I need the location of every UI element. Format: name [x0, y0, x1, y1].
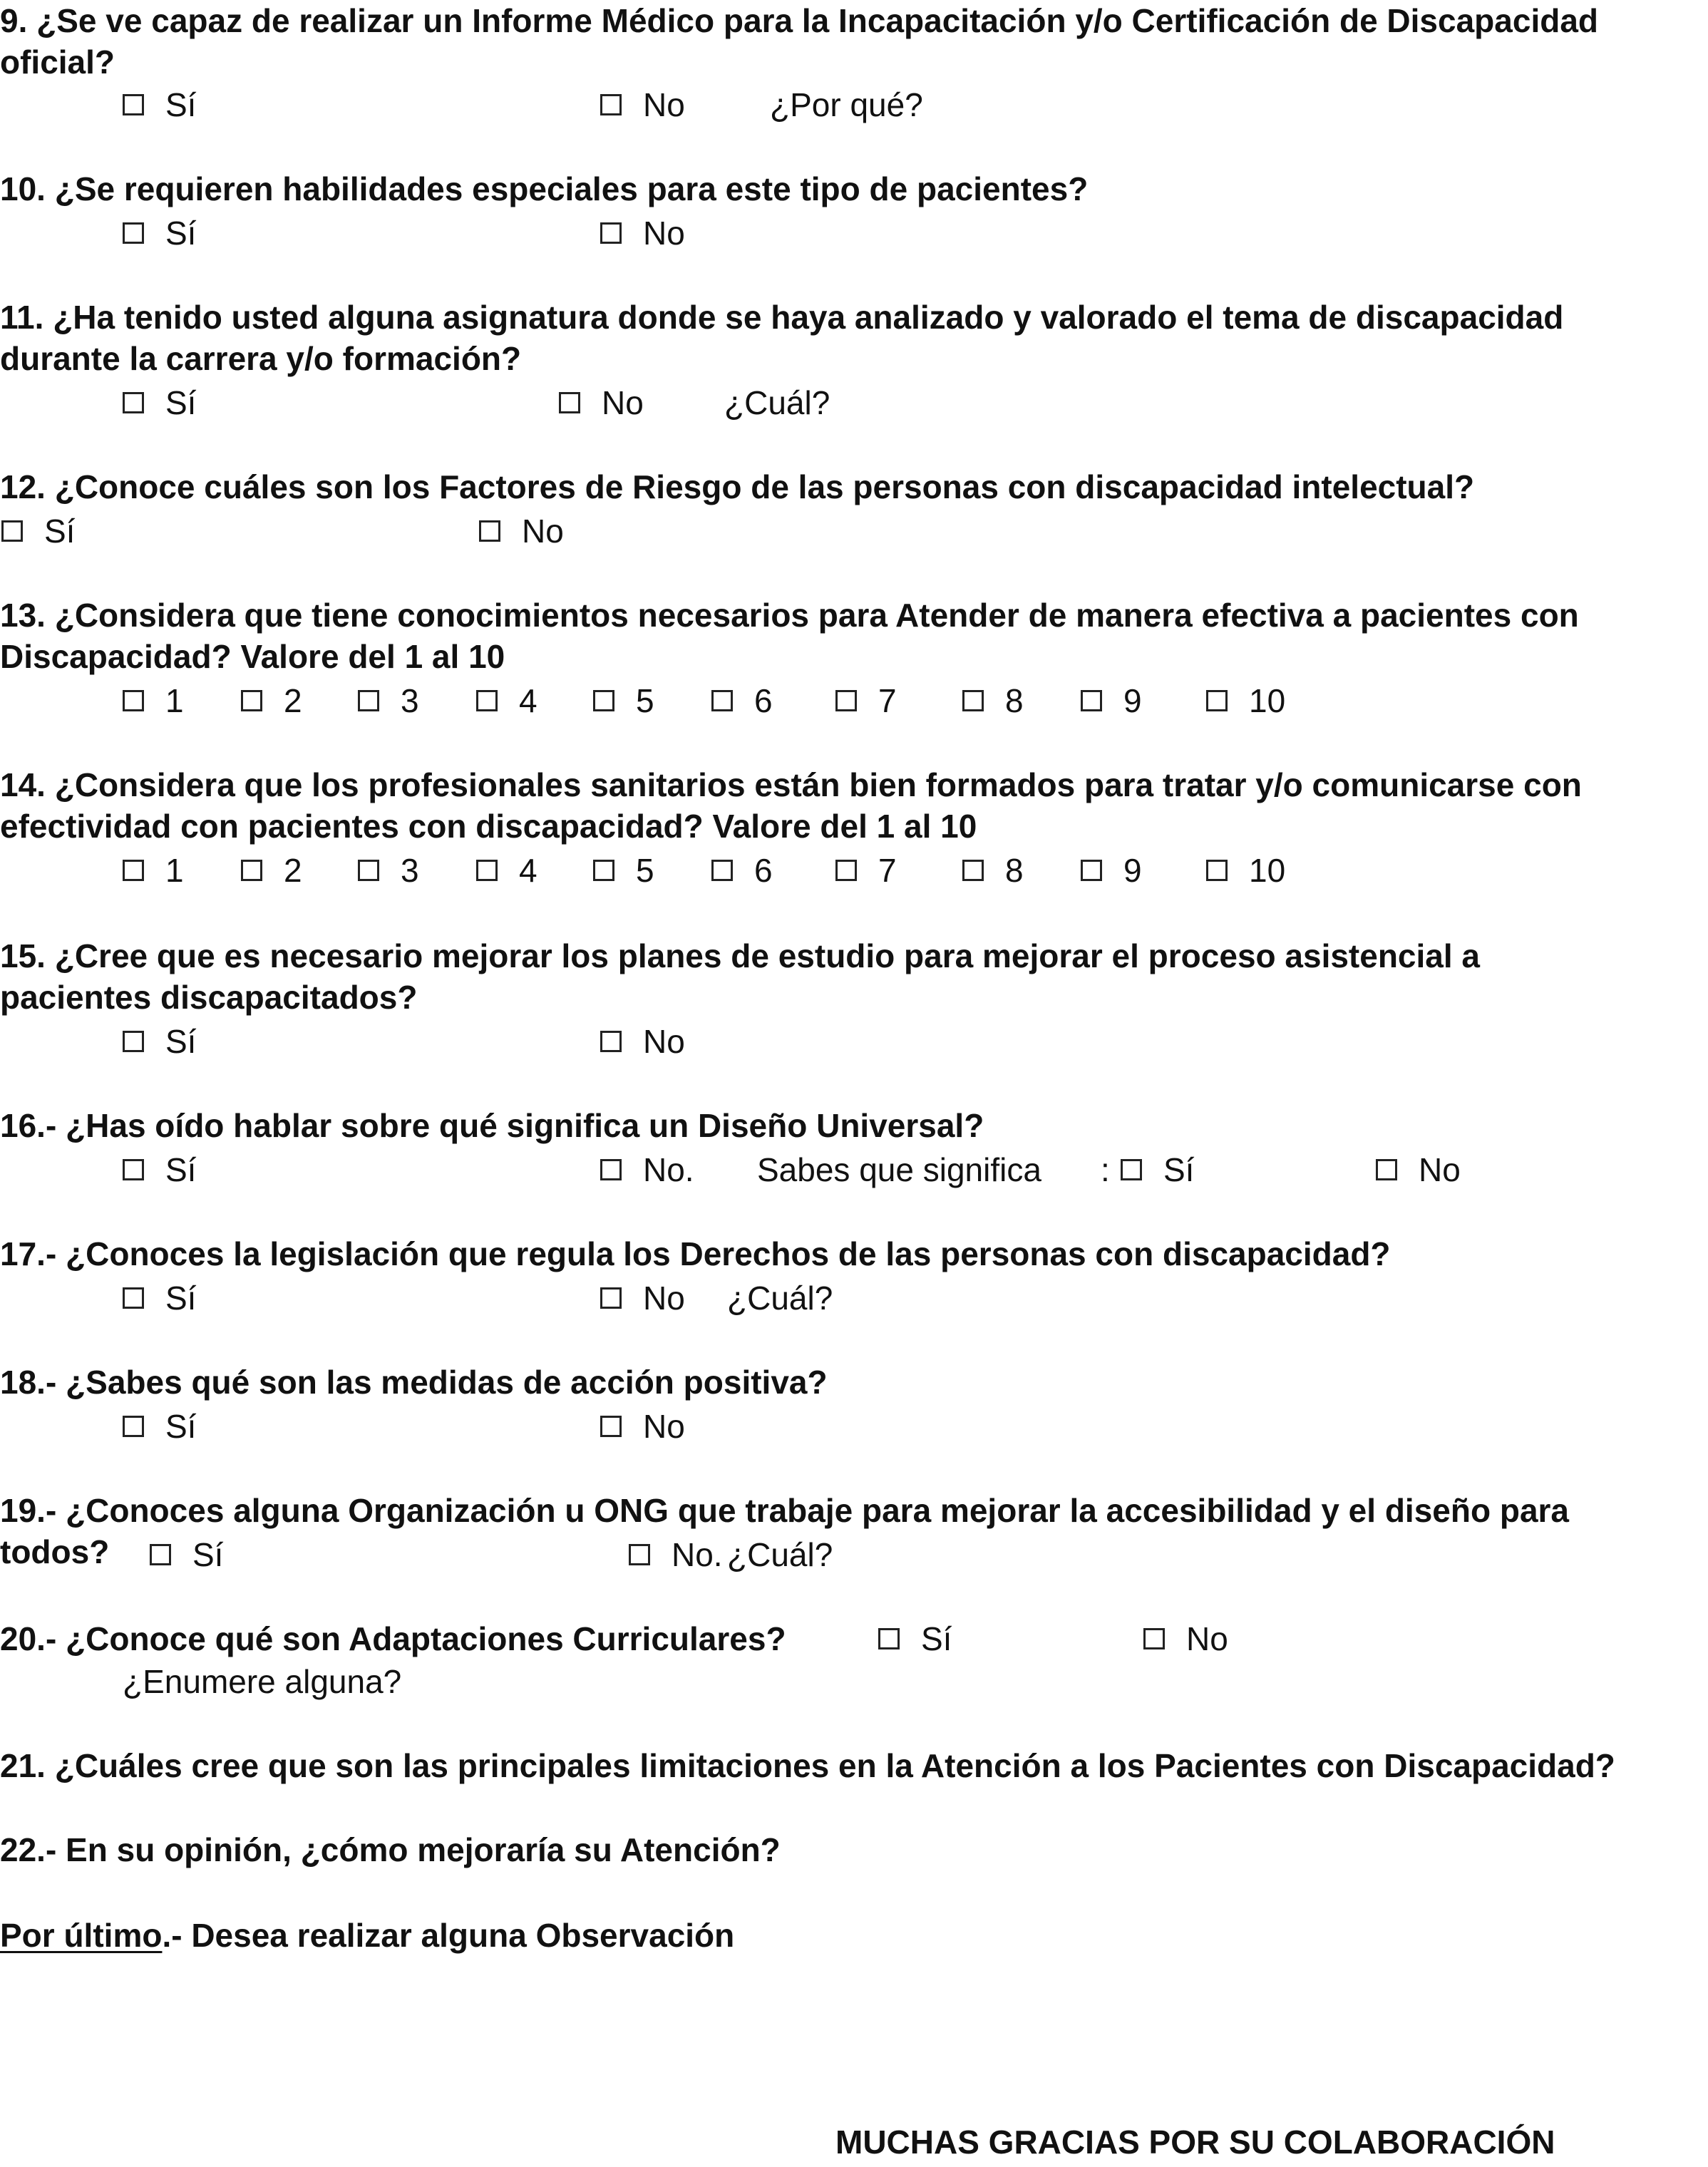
final-observation-rest: .- Desea realizar alguna Observación [162, 1917, 735, 1954]
q17-no-option[interactable]: No [600, 1277, 685, 1319]
q13-scale-4[interactable]: 4 [476, 680, 537, 721]
q15-yes-option[interactable]: Sí [123, 1021, 196, 1062]
checkbox-icon[interactable] [1081, 860, 1102, 881]
q18-no-option[interactable]: No [600, 1406, 685, 1447]
checkbox-icon[interactable] [1376, 1159, 1397, 1180]
checkbox-icon[interactable] [1206, 690, 1228, 711]
q14-scale-5[interactable]: 5 [593, 850, 654, 891]
checkbox-icon[interactable] [1206, 860, 1228, 881]
q16-sub-no-option[interactable]: No [1376, 1149, 1461, 1190]
checkbox-icon[interactable] [476, 690, 498, 711]
checkbox-icon[interactable] [600, 1287, 622, 1309]
checkbox-icon[interactable] [962, 690, 984, 711]
question-21: 21. ¿Cuáles cree que son las principales limitaciones en la Atención a los Pacientes con Discapacidad? [0, 1747, 1615, 1784]
question-10: 10. ¿Se requieren habilidades especiales para este tipo de pacientes? [0, 170, 1089, 207]
q13-scale-10[interactable]: 10 [1206, 680, 1285, 721]
checkbox-icon[interactable] [123, 222, 144, 244]
q17-which-label: ¿Cuál? [727, 1280, 833, 1317]
checkbox-icon[interactable] [123, 1031, 144, 1052]
checkbox-icon[interactable] [123, 1416, 144, 1437]
checkbox-icon[interactable] [629, 1544, 650, 1565]
q19-no-option[interactable]: No. [629, 1534, 723, 1575]
question-18: 18.- ¿Sabes qué son las medidas de acción positiva? [0, 1364, 828, 1401]
question-22: 22.- En su opinión, ¿cómo mejoraría su Atención? [0, 1831, 781, 1868]
q11-which-label: ¿Cuál? [724, 384, 830, 421]
checkbox-icon[interactable] [878, 1628, 900, 1649]
q16-sub-yes-option[interactable]: Sí [1121, 1149, 1194, 1190]
q13-scale-1[interactable]: 1 [123, 680, 184, 721]
thank-you-footer: MUCHAS GRACIAS POR SU COLABORACIÓN [835, 2124, 1555, 2161]
q20-no-option[interactable]: No [1143, 1618, 1228, 1659]
q9-yes-option[interactable]: Sí [123, 84, 196, 125]
checkbox-icon[interactable] [593, 860, 614, 881]
checkbox-icon[interactable] [711, 690, 733, 711]
checkbox-icon[interactable] [1121, 1159, 1142, 1180]
question-9-line1: 9. ¿Se ve capaz de realizar un Informe Médico para la Incapacitación y/o Certificación de Discapacidad [0, 2, 1599, 39]
checkbox-icon[interactable] [835, 690, 857, 711]
q14-scale-9[interactable]: 9 [1081, 850, 1142, 891]
checkbox-icon[interactable] [123, 690, 144, 711]
checkbox-icon[interactable] [962, 860, 984, 881]
q12-yes-option[interactable]: Sí [1, 510, 75, 552]
q11-no-option[interactable]: No [559, 382, 644, 423]
checkbox-icon[interactable] [593, 690, 614, 711]
q18-yes-option[interactable]: Sí [123, 1406, 196, 1447]
q13-scale-5[interactable]: 5 [593, 680, 654, 721]
checkbox-icon[interactable] [835, 860, 857, 881]
q16-no-option[interactable]: No. [600, 1149, 694, 1190]
q16-sabes-label: Sabes que significa [757, 1151, 1041, 1188]
checkbox-icon[interactable] [123, 94, 144, 115]
checkbox-icon[interactable] [711, 860, 733, 881]
checkbox-icon[interactable] [123, 392, 144, 413]
checkbox-icon[interactable] [600, 1031, 622, 1052]
question-12: 12. ¿Conoce cuáles son los Factores de Riesgo de las personas con discapacidad intelectual? [0, 468, 1475, 505]
q14-scale-2[interactable]: 2 [241, 850, 302, 891]
q14-scale-4[interactable]: 4 [476, 850, 537, 891]
question-13: 13. ¿Considera que tiene conocimientos necesarios para Atender de manera efectiva a pacientes con Discapacidad? Valore del 1 al 10 [0, 597, 1579, 675]
q20-enumere-label: ¿Enumere alguna? [123, 1663, 402, 1700]
question-20: 20.- ¿Conoce qué son Adaptaciones Curriculares? [0, 1620, 786, 1657]
q13-scale-8[interactable]: 8 [962, 680, 1024, 721]
checkbox-icon[interactable] [476, 860, 498, 881]
question-17: 17.- ¿Conoces la legislación que regula los Derechos de las personas con discapacidad? [0, 1235, 1391, 1272]
question-9 [0, 0, 1708, 83]
q16-yes-option[interactable]: Sí [123, 1149, 196, 1190]
checkbox-icon[interactable] [479, 520, 500, 542]
q13-scale-6[interactable]: 6 [711, 680, 773, 721]
question-19: 19.- ¿Conoces alguna Organización u ONG que trabaje para mejorar la accesibilidad y el diseño para todos? [0, 1492, 1570, 1570]
checkbox-icon[interactable] [559, 392, 580, 413]
q10-yes-option[interactable]: Sí [123, 212, 196, 254]
checkbox-icon[interactable] [1081, 690, 1102, 711]
q15-no-option[interactable]: No [600, 1021, 685, 1062]
checkbox-icon[interactable] [1, 520, 23, 542]
q19-yes-option[interactable]: Sí [150, 1534, 223, 1575]
q12-no-option[interactable]: No [479, 510, 564, 552]
q14-scale-3[interactable]: 3 [358, 850, 419, 891]
question-11: 11. ¿Ha tenido usted alguna asignatura donde se haya analizado y valorado el tema de discapacidad durante la carrera y/o formación? [0, 299, 1564, 377]
q10-no-option[interactable]: No [600, 212, 685, 254]
question-9-line2: oficial? [0, 43, 115, 81]
checkbox-icon[interactable] [241, 690, 262, 711]
q16-colon: : [1101, 1151, 1110, 1188]
checkbox-icon[interactable] [123, 1159, 144, 1180]
checkbox-icon[interactable] [358, 860, 379, 881]
checkbox-icon[interactable] [600, 1416, 622, 1437]
q13-scale-7[interactable]: 7 [835, 680, 897, 721]
final-observation-underlined: Por último [0, 1917, 163, 1954]
question-15: 15. ¿Cree que es necesario mejorar los planes de estudio para mejorar el proceso asistencial a pacientes discapacitados? [0, 937, 1481, 1016]
checkbox-icon[interactable] [600, 94, 622, 115]
q17-yes-option[interactable]: Sí [123, 1277, 196, 1319]
checkbox-icon[interactable] [358, 690, 379, 711]
q20-yes-option[interactable]: Sí [878, 1618, 952, 1659]
q14-scale-7[interactable]: 7 [835, 850, 897, 891]
q14-scale-8[interactable]: 8 [962, 850, 1024, 891]
q13-scale-3[interactable]: 3 [358, 680, 419, 721]
q11-yes-option[interactable]: Sí [123, 382, 196, 423]
checkbox-icon[interactable] [1143, 1628, 1165, 1649]
question-14: 14. ¿Considera que los profesionales sanitarios están bien formados para tratar y/o comunicarse con efectividad con pacientes con discapacidad? Valore del 1 al 10 [0, 766, 1582, 845]
q13-scale-2[interactable]: 2 [241, 680, 302, 721]
checkbox-icon[interactable] [600, 1159, 622, 1180]
q14-scale-1[interactable]: 1 [123, 850, 184, 891]
q9-why-label: ¿Por qué? [770, 86, 923, 123]
checkbox-icon[interactable] [600, 222, 622, 244]
q19-which-label: ¿Cuál? [727, 1536, 833, 1573]
q14-scale-10[interactable]: 10 [1206, 850, 1285, 891]
question-16: 16.- ¿Has oído hablar sobre qué significa un Diseño Universal? [0, 1107, 984, 1144]
checkbox-icon[interactable] [123, 860, 144, 881]
checkbox-icon[interactable] [123, 1287, 144, 1309]
q13-scale-9[interactable]: 9 [1081, 680, 1142, 721]
q14-scale-6[interactable]: 6 [711, 850, 773, 891]
checkbox-icon[interactable] [241, 860, 262, 881]
q9-no-option[interactable]: No [600, 84, 685, 125]
final-observation-prompt [0, 1915, 1708, 1956]
checkbox-icon[interactable] [150, 1544, 171, 1565]
